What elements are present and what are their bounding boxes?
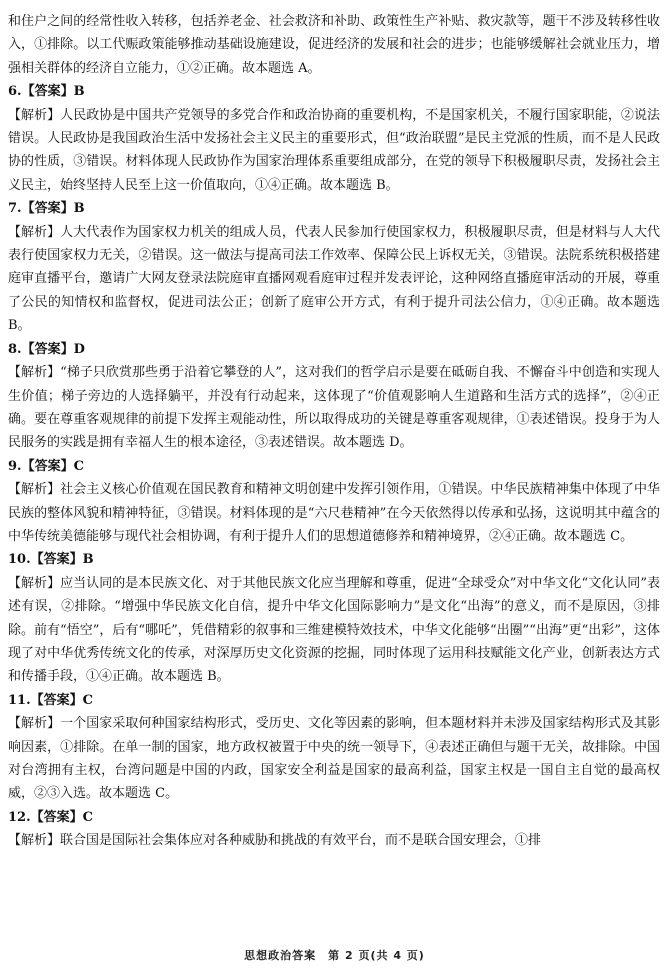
answer-11: 11.【答案】C — [8, 692, 93, 708]
explanation-7: 【解析】人大代表作为国家权力机关的组成人员，代表人民参加行使国家权力，积极履职尽责，但是材料与人大代表行使国家权力无关，②错误。这一做法与提高司法工作效率、保障公民上诉权无关，③错误。法院系统积极搭建庭审直播平台，邀请广大网友登录法院庭审直播网观看庭审过程并发表评论，这种网络直播庭审活动的开展，尊重了公民的知情权和监督权，促进司法公正；创新了庭审公开方式，有利于提升司法公信力，①④正确。故本题选 B。 — [8, 224, 660, 334]
answer-10: 10.【答案】B — [8, 552, 94, 568]
answer-6: 6.【答案】B — [8, 84, 85, 100]
explanation-11: 【解析】一个国家采取何种国家结构形式，受历史、文化等因素的影响，但本题材料并未涉及国家结构形式及其影响因素，①排除。在单一制的国家，地方政权被置于中央的统一领导下，④表述正确但与题干无关，故排除。中国对台湾拥有主权，台湾问题是中国的内政，国家安全利益是国家的最高利益，国家主权是一国自主自觉的最高权威，②③入选。故本题选 C。 — [8, 716, 660, 802]
answer-content — [8, 10, 660, 853]
answer-12: 12.【答案】C — [8, 809, 93, 825]
answer-9: 9.【答案】C — [8, 458, 84, 474]
explanation-9: 【解析】社会主义核心价值观在国民教育和精神文明创建中发挥引领作用，①错误。中华民族精神集中体现了中华民族的整体风貌和精神特征，③错误。材料体现的是“六尺巷精神”在今天依然得以传承和弘扬，这说明其中蕴含的中华传统美德能够与现代社会相协调，有利于提升人们的思想道德修养和精神境界，②④正确。故本题选 C。 — [8, 482, 660, 544]
page-footer: 思想政治答案 第 2 页(共 4 页) — [244, 949, 425, 962]
explanation-6: 【解析】人民政协是中国共产党领导的多党合作和政治协商的重要机构，不是国家机关，不履行国家职能，②说法错误。人民政协是我国政治生活中发扬社会主义民主的重要形式，但“政治联盟”是民主党派的性质，而不是人民政协的性质，③错误。材料体现人民政协作为国家治理体系重要组成部分，在党的领导下积极履职尽责，发扬社会主义民主，始终坚持人民至上这一价值取向，①④正确。故本题选 B。 — [8, 107, 660, 193]
intro-paragraph: 和住户之间的经常性收入转移，包括养老金、社会救济和补助、政策性生产补贴、救灾款等，题干不涉及转移性收入，①排除。以工代赈政策能够推动基础设施建设，促进经济的发展和社会的进步；也能够缓解社会就业压力，增强相关群体的经济自立能力，①②正确。故本题选 A。 — [8, 14, 660, 76]
answer-8: 8.【答案】D — [8, 341, 85, 357]
explanation-8: 【解析】“梯子只欣赏那些勇于沿着它攀登的人”，这对我们的哲学启示是要在砥砺自我、不懈奋斗中创造和实现人生价值；梯子旁边的人选择躺平，并没有行动起来，这体现了“价值观影响人生道路和生活方式的选择”，②④正确。要在尊重客观规律的前提下发挥主观能动性，所以取得成功的关键是尊重客观规律，①表述错误。投身于为人民服务的实践是拥有幸福人生的根本途径，③表述错误。故本题选 D。 — [8, 365, 660, 451]
answer-7: 7.【答案】B — [8, 201, 85, 217]
explanation-12: 【解析】联合国是国际社会集体应对各种威胁和挑战的有效平台，而不是联合国安理会，①排 — [8, 833, 542, 849]
explanation-10: 【解析】应当认同的是本民族文化、对于其他民族文化应当理解和尊重，促进“全球受众”对中华文化“文化认同”表述有误，②排除。“增强中华民族文化自信，提升中华文化国际影响力”是文化“出海”的意义，而不是原因，③排除。前有“悟空”，后有“哪吒”，凭借精彩的叙事和三维建模特效技术，中华文化能够“出圈”“出海”更“出彩”，这体现了对中华优秀传统文化的传承，对深厚历史文化资源的挖掘，同时体现了运用科技赋能文化产业，创新表达方式和传播手段，①④正确。故本题选 B。 — [8, 575, 660, 685]
